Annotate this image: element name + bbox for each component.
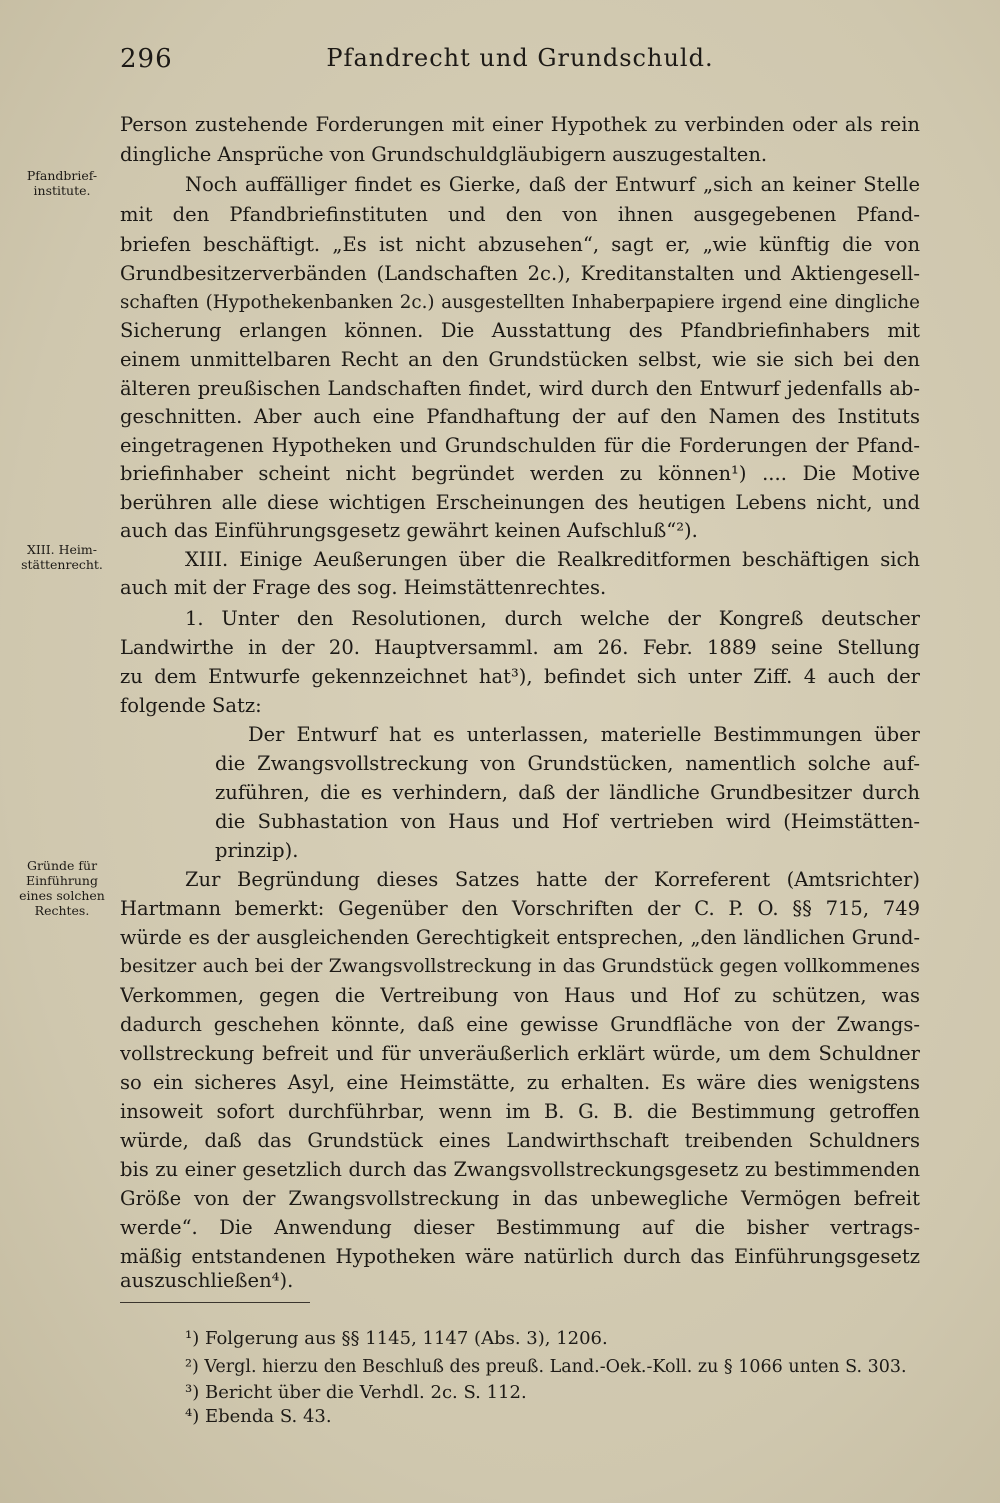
text-line: insoweit sofort durchführbar, wenn im B. G. B. die Bestimmung getroffen (120, 1100, 920, 1123)
text-line: Sicherung erlangen können. Die Ausstattung des Pfandbriefinhabers mit (120, 319, 920, 342)
footnote: ³) Bericht über die Verhdl. 2c. S. 112. (185, 1382, 527, 1403)
text-line: Noch auffälliger findet es Gierke, daß der Entwurf „sich an keiner Stelle (185, 173, 920, 196)
text-line: Hartmann bemerkt: Gegenüber den Vorschriften der C. P. O. §§ 715, 749 (120, 897, 920, 920)
text-line: Grundbesitzerverbänden (Landschaften 2c.), Kreditanstalten und Aktiengesell- (120, 262, 920, 285)
text-line: eingetragenen Hypotheken und Grundschulden für die Forderungen der Pfand- (120, 434, 920, 457)
text-line: Person zustehende Forderungen mit einer Hypothek zu verbinden oder als rein (120, 113, 920, 136)
text-line: Verkommen, gegen die Vertreibung von Haus und Hof zu schützen, was (120, 984, 920, 1007)
text-line: einem unmittelbaren Recht an den Grundstücken selbst, wie sie sich bei den (120, 348, 920, 371)
footnote-divider (120, 1302, 310, 1303)
text-line: besitzer auch bei der Zwangsvollstreckung in das Grundstück gegen vollkommenes (120, 956, 920, 977)
text-line: 1. Unter den Resolutionen, durch welche der Kongreß deutscher (185, 607, 920, 630)
running-head: Pfandrecht und Grundschuld. (326, 44, 714, 72)
text-line: zu dem Entwurfe gekennzeichnet hat³), befindet sich unter Ziff. 4 auch der (120, 665, 920, 688)
margin-note-gruende (14, 858, 110, 918)
text-line: auszuschließen⁴). (120, 1269, 294, 1292)
page-header (120, 44, 920, 78)
text-line: älteren preußischen Landschaften findet, wird durch den Entwurf jedenfalls ab- (120, 377, 920, 400)
text-line: werde“. Die Anwendung dieser Bestimmung auf die bisher vertrags- (120, 1216, 920, 1239)
text-line: briefen beschäftigt. „Es ist nicht abzusehen“, sagt er, „wie künftig die von (120, 233, 920, 256)
text-line: vollstreckung befreit und für unveräußerlich erklärt würde, um dem Schuldner (120, 1042, 920, 1065)
footnote: ¹) Folgerung aus §§ 1145, 1147 (Abs. 3), 1206. (185, 1328, 608, 1349)
text-line: würde, daß das Grundstück eines Landwirthschaft treibenden Schuldners (120, 1129, 920, 1152)
text-line: mit den Pfandbriefinstituten und den von ihnen ausgegebenen Pfand- (120, 203, 920, 226)
text-line: folgende Satz: (120, 694, 262, 717)
text-line: berühren alle diese wichtigen Erscheinungen des heutigen Lebens nicht, und (120, 491, 920, 514)
quote-line: zuführen, die es verhindern, daß der ländliche Grundbesitzer durch (215, 781, 920, 804)
text-line: Zur Begründung dieses Satzes hatte der Korreferent (Amtsrichter) (185, 868, 920, 891)
footnote: ⁴) Ebenda S. 43. (185, 1406, 332, 1427)
page-number: 296 (120, 44, 173, 74)
quote-line: die Subhastation von Haus und Hof vertrieben wird (Heimstätten- (215, 810, 920, 833)
margin-note-text: XIII. Heim- stättenrecht. (21, 542, 103, 572)
margin-note-text: Gründe für Einführung eines solchen Rechtes. (19, 858, 105, 918)
text-line: briefinhaber scheint nicht begründet werden zu können¹) .... Die Motive (120, 462, 920, 485)
quote-line: die Zwangsvollstreckung von Grundstücken, namentlich solche auf- (215, 752, 920, 775)
margin-note-pfandbriefinstitute (14, 168, 110, 198)
text-line: dingliche Ansprüche von Grundschuldgläubigern auszugestalten. (120, 143, 768, 166)
text-line: so ein sicheres Asyl, eine Heimstätte, zu erhalten. Es wäre dies wenigstens (120, 1071, 920, 1094)
text-line: bis zu einer gesetzlich durch das Zwangsvollstreckungsgesetz zu bestimmenden (120, 1158, 920, 1181)
quote-line: prinzip). (215, 839, 299, 862)
text-line: schaften (Hypothekenbanken 2c.) ausgestellten Inhaberpapiere irgend eine dingliche (120, 292, 920, 313)
text-line: Größe von der Zwangsvollstreckung in das unbewegliche Vermögen befreit (120, 1187, 920, 1210)
text-line: Landwirthe in der 20. Hauptversamml. am 26. Febr. 1889 seine Stellung (120, 636, 920, 659)
footnote: ²) Vergl. hierzu den Beschluß des preuß. Land.-Oek.-Koll. zu § 1066 unten S. 303. (185, 1357, 907, 1377)
text-line: XIII. Einige Aeußerungen über die Realkreditformen beschäftigen sich (185, 548, 920, 571)
text-line: würde es der ausgleichenden Gerechtigkeit entsprechen, „den ländlichen Grund- (120, 926, 920, 949)
margin-note-text: Pfandbrief- institute. (26, 168, 98, 198)
quote-line: Der Entwurf hat es unterlassen, materielle Bestimmungen über (248, 723, 920, 746)
text-line: dadurch geschehen könnte, daß eine gewisse Grundfläche von der Zwangs- (120, 1013, 920, 1036)
text-line: geschnitten. Aber auch eine Pfandhaftung der auf den Namen des Instituts (120, 405, 920, 428)
text-line: auch das Einführungsgesetz gewährt keinen Aufschluß“²). (120, 519, 698, 542)
text-line: mäßig entstandenen Hypotheken wäre natürlich durch das Einführungsgesetz (120, 1245, 920, 1268)
text-line: auch mit der Frage des sog. Heimstättenrechtes. (120, 576, 607, 599)
margin-note-heimstaettenrecht (14, 542, 110, 572)
